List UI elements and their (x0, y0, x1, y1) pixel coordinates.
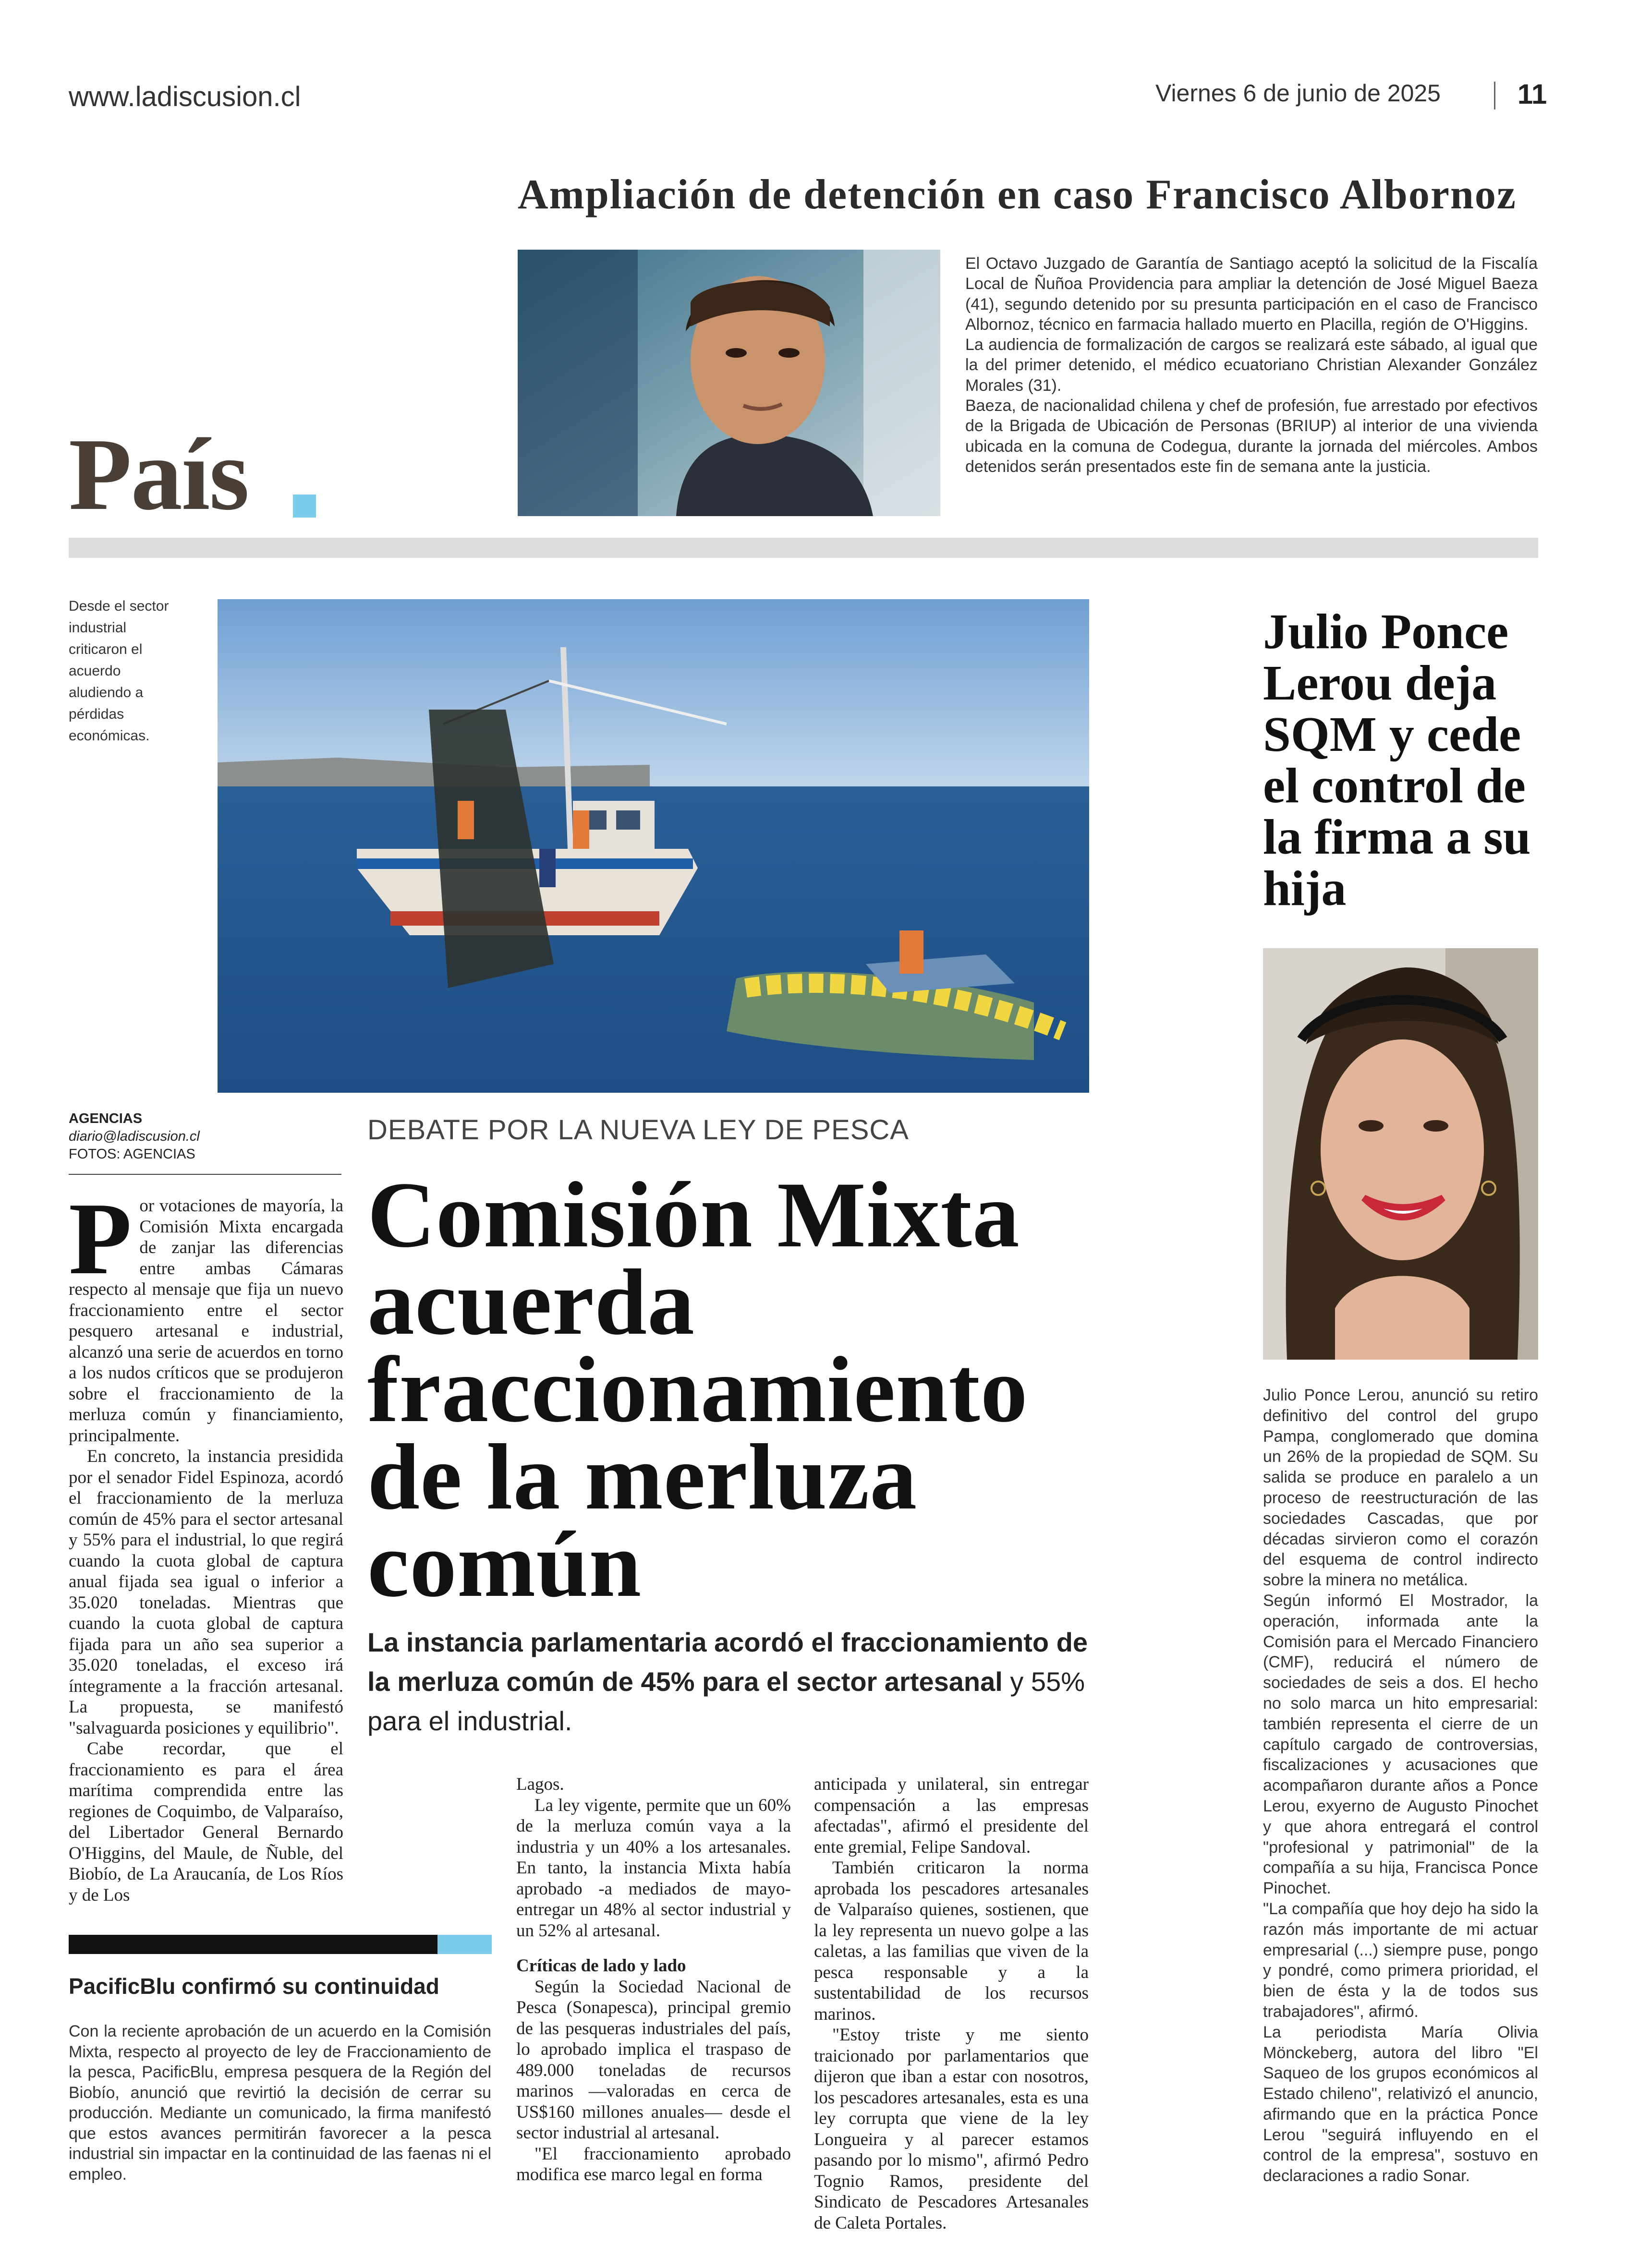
body-paragraph: También criticaron la norma aprobada los pescadores artesanales de Valparaíso quienes, sostienen, que la ley representa un nuevo golpe a las caletas, a las familias que viven de la pesca responsable y a la sustentabilidad de los recursos marinos. (814, 1858, 1089, 2024)
section-label: País (69, 417, 249, 531)
body-paragraph: "El fraccionamiento aprobado modifica ese marco legal en forma (516, 2144, 791, 2184)
top-story-paragraph: La audiencia de formalización de cargos se realizará este sábado, al igual que la del primer detenido, el médico ecuatoriano Christian Alexander González Morales (31). (965, 336, 1538, 395)
byline-agency: AGENCIAS (69, 1111, 143, 1126)
drop-cap: P (69, 1181, 132, 1296)
body-paragraph: Según la Sociedad Nacional de Pesca (Sonapesca), principal gremio de las pesqueras industriales del país, lo aprobado implica el traspaso de 489.000 toneladas de recursos marinos —valoradas en cerca de US$160 millones anuales— desde el sector industrial al artesanal. (516, 1977, 791, 2143)
photo-caption: Desde el sector industrial criticaron el acuerdo aludiendo a pérdidas económicas. (69, 598, 169, 744)
body-paragraph: anticipada y unilateral, sin entregar compensación a las empresas afectadas", afirmó el presidente del ente gremial, Felipe Sandoval. (814, 1774, 1089, 1857)
side-story-paragraph: "La compañía que hoy dejo ha sido la razón más importante de mi actuar empresarial (...) siempre puse, pongo y pondré, como primera prioridad, el bien de ésta y la de todos sus trabajadores", afirmó. (1263, 1899, 1538, 2021)
body-column-3 (814, 1774, 1089, 2233)
site-url[interactable]: www.ladiscusion.cl (69, 81, 301, 112)
section-divider-bar (69, 538, 1538, 558)
story-deck (367, 1623, 1107, 1741)
body-paragraph: En concreto, la instancia presidida por el senador Fidel Espinoza, acordó el fraccionamiento de la merluza común de 45% para el sector artesanal y 55% para el industrial, lo que regirá cuando la cuota global de captura anual fijada sea igual o inferior a 35.020 toneladas. Mientras que cuando la cuota global de captura fijada para un año sea superior a 35.020 toneladas, el exceso irá íntegramente a la fracción artesanal. La propuesta, se manifestó "salvaguarda posiciones y equilibrio". (69, 1447, 343, 1738)
sidebar-bar-accent (437, 1935, 492, 1954)
byline (69, 1110, 200, 1163)
body-paragraph: Lagos. (516, 1774, 564, 1794)
sidebar-bar (69, 1935, 437, 1954)
body-column-2 (516, 1774, 791, 2185)
deck-regular: y 55% para el industrial. (367, 1666, 1085, 1736)
top-story-body (965, 253, 1538, 477)
body-subhead: Críticas de lado y lado (516, 1956, 686, 1976)
sidebar-body: Con la reciente aprobación de un acuerdo en la Comisión Mixta, respecto al proyecto de ley de Fraccionamiento de la pesca, PacificBlu, empresa pesquera de la Región del Biobío, anunció que revirtió la decisión de cerrar su producción. Mediante un comunicado, la firma manifestó que estos avances permitirán favorecer a la pesca industrial sin impactar en la continuidad de las faenas ni el empleo. (69, 2022, 491, 2184)
byline-photos: FOTOS: AGENCIAS (69, 1146, 195, 1162)
header-divider (1494, 82, 1495, 109)
page-number: 11 (1518, 79, 1547, 110)
young-man-portrait-photo (518, 250, 940, 516)
story-kicker: DEBATE POR LA NUEVA LEY DE PESCA (367, 1114, 909, 1146)
byline-email[interactable]: diario@ladiscusion.cl (69, 1129, 200, 1144)
body-paragraph: "Estoy triste y me siento traicionado por parlamentarios que dijeron que iban a estar con nosotros, los pescadores artesanales, esta es una ley corrupta que viene de la ley Longueira y al parecer estamos pasando por lo mismo", afirmó Pedro Tognio Ramos, presidente del Sindicato de Pescadores Artesanales de Caleta Portales. (814, 2025, 1089, 2233)
body-column-1 (69, 1181, 343, 1906)
byline-rule (69, 1174, 341, 1175)
top-story-paragraph: Baeza, de nacionalidad chilena y chef de profesión, fue arrestado por efectivos de la Brigada de Ubicación de Personas (BRIUP) al interior de una vivienda ubicada en la comuna de Codegua, durante la jornada del miércoles. Ambos detenidos serán presentados este fin de semana ante la justicia. (965, 397, 1538, 476)
top-story-paragraph: El Octavo Juzgado de Garantía de Santiago aceptó la solicitud de la Fiscalía Local de Ñuñoa Providencia para ampliar la detención de José Miguel Baeza (41), segundo detenido por su presunta participación en el caso de Francisco Albornoz, técnico en farmacia hallado muerto en Placilla, región de O'Higgins. (965, 254, 1538, 334)
main-headline: Comisión Mixta acuerda fraccionamiento de la merluza común (367, 1163, 1028, 1617)
issue-date: Viernes 6 de junio de 2025 (1155, 80, 1441, 107)
body-paragraph: La ley vigente, permite que un 60% de la merluza común vaya a la industria y un 40% a los artesanales. En tanto, la instancia Mixta había aprobado -a mediados de mayo- entregar un 48% al sector industrial y un 52% al artesanal. (516, 1795, 791, 1941)
side-story-paragraph: Julio Ponce Lerou, anunció su retiro definitivo del control del grupo Pampa, conglomerado que domina un 26% de la propiedad de SQM. Su salida se produce en paralelo a un proceso de reestructuración de las sociedades Cascadas, que por décadas sirvieron como el corazón del esquema de control indirecto sobre la minera no metálica. (1263, 1386, 1538, 1590)
body-paragraph: Cabe recordar, que el fraccionamiento es para el área marítima comprendida entre las regiones de Coquimbo, de Valparaíso, del Libertador General Bernardo O'Higgins, del Maule, de Ñuble, del Biobío, de La Araucanía, de Los Ríos y de Los (69, 1739, 343, 1905)
section-accent-square (293, 495, 316, 518)
side-story-paragraph: Según informó El Mostrador, la operación, informada ante la Comisión para el Mercado Financiero (CMF), reducirá el número de sociedades de seis a dos. El hecho no solo marca un hito empresarial: también representa el cierre de un capítulo cargado de controversias, fiscalizaciones y acusaciones que acompañaron durante años a Ponce Lerou, exyerno de Augusto Pinochet y que ahora entregará el control "profesional y patrimonial" de la compañía a su hija, Francisca Ponce Pinochet. (1263, 1591, 1538, 1898)
side-story-paragraph: La periodista María Olivia Mönckeberg, autora del libro "El Saqueo de los grupos económicos al Estado chileno", relativizó el anuncio, afirmando que en la práctica Ponce Lerou "seguirá influyendo en el control de la empresa", sostuvo en declaraciones a radio Sonar. (1263, 2023, 1538, 2185)
sidebar-title: PacificBlu confirmó su continuidad (69, 1974, 439, 1999)
fishing-boat-photo (218, 599, 1089, 1093)
body-paragraph: or votaciones de mayoría, la Comisión Mixta encargada de zanjar las diferencias entre ambas Cámaras respecto al mensaje que fija un nuevo fraccionamiento entre el sector pesquero artesanal e industrial, alcanzó una serie de acuerdos en torno a los nudos críticos que se produjeron sobre el fraccionamiento de la merluza común y financiamiento, principalmente. (69, 1196, 343, 1446)
side-story-headline: Julio Ponce Lerou deja SQM y cede el control de la firma a su hija (1263, 604, 1531, 916)
side-story-body (1263, 1385, 1538, 2186)
top-story-headline: Ampliación de detención en caso Francisco Albornoz (518, 171, 1517, 218)
woman-portrait-photo (1263, 948, 1538, 1360)
deck-bold: La instancia parlamentaria acordó el fraccionamiento de la merluza común de 45% para el sector artesanal (367, 1627, 1088, 1697)
